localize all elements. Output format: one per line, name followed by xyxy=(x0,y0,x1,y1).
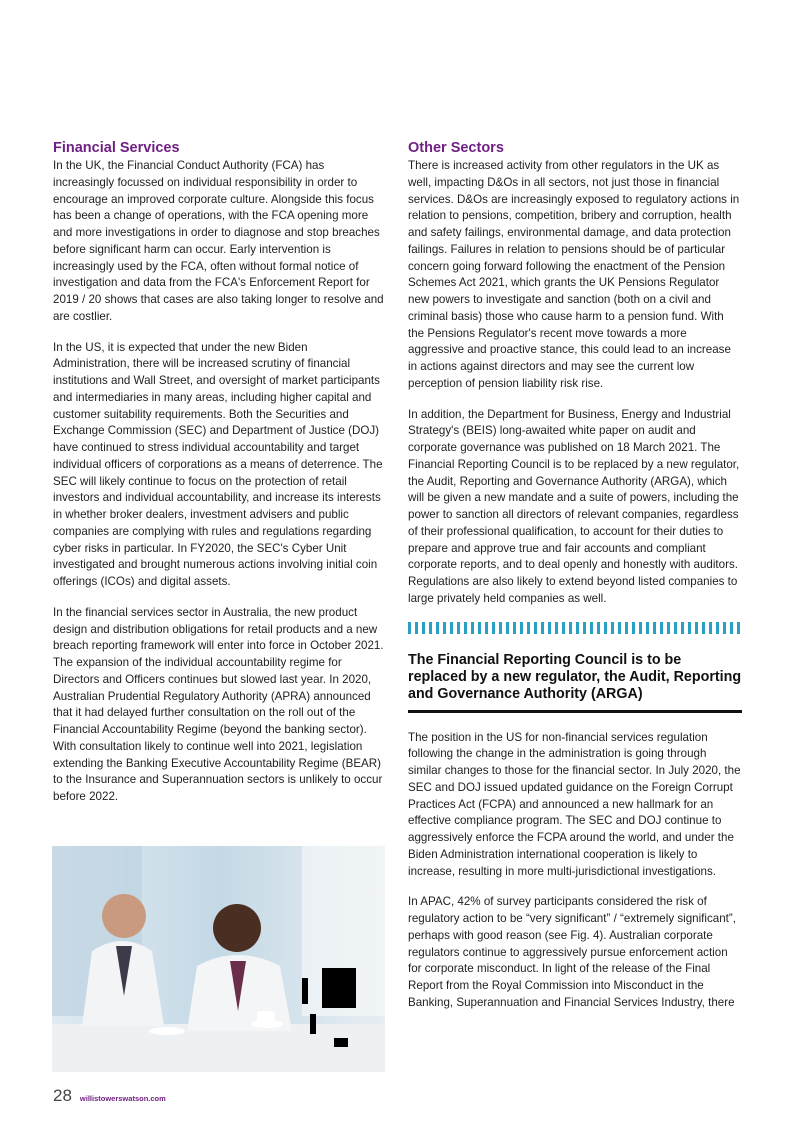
body-paragraph: In addition, the Department for Business, Energy and Industrial Strategy's (BEIS) long-awaited white paper on audit and corporate governance was published on 18 March 2021. The Financial Reporting Council is to be replaced by a new regulator, the Audit, Reporting and Governance Authority (ARGA), which will be given a new mandate and a suite of powers, including the power to sanction all directors of relevant companies, regardless of their professional qualification, to account for their duties to prepare and approve true and fair accounts and compliant corporate reports, and to deal openly and honestly with auditors. Regulations are also likely to extend beyond listed companies to large privately held companies as well. xyxy=(408,407,740,605)
body-paragraph: The position in the US for non-financial services regulation following the change in the administration is going through similar changes to those for the financial sector. In July 2020, the SEC and DOJ issued updated guidance on the Foreign Corrupt Practices Act (FCPA) and announced a new hallmark for an effective compliance program. The SEC and DOJ continue to aggressively enforce the FCPA around the world, and under the Biden Administration international cooperation is likely to increase, resulting in more multi-jurisdictional investigations. xyxy=(408,730,741,878)
page-number: 28 xyxy=(53,1086,72,1105)
decorative-bar-pattern xyxy=(408,622,742,634)
body-paragraph: In the US, it is expected that under the new Biden Administration, there will be increased scrutiny of financial institutions and Wall Street, and oversight of market participants and intermediaries in many areas, including higher capital and customer suitability requirements. Both the Securities and Exchange Commission (SEC) and Department of Justice (DOJ) have continued to stress individual accountability and target individual officers of corporations as a means of deterrence. The SEC will likely continue to focus on the protection of retail investors and individual accountability, and increase its interests in whether broker dealers, investment advisers and public companies are complying with rules and regulations regarding cyber risks in particular. In FY2020, the SEC's Cyber Unit investigated and brought numerous actions involving initial coin offerings (ICOs) and digital assets. xyxy=(53,340,383,588)
left-column xyxy=(53,140,385,820)
page-footer xyxy=(53,1086,166,1106)
body-paragraph: In the financial services sector in Australia, the new product design and distribution obligations for retail products and a new breach reporting framework will enter into force in October 2021. The expansion of the individual accountability regime for Directors and Officers continues but slowed last year. In 2020, Australian Prudential Regulatory Authority (APRA) announced that it had delayed further consultation on the roll out of the Financial Accountability Regime (beyond the banking sector). With consultation likely to continue well into 2021, legislation extending the Banking Executive Accountability Regime (BEAR) to the Insurance and Superannuation sectors is unlikely to occur before 2022. xyxy=(53,605,384,803)
divider xyxy=(408,710,742,713)
financial-services-heading: Financial Services xyxy=(53,140,180,156)
right-column xyxy=(408,140,742,1026)
body-paragraph: In the UK, the Financial Conduct Authority (FCA) has increasingly focussed on individual responsibility in order to encourage an improved corporate culture. Alongside this focus has been a change of operations, with the FCA opening more and more investigations in order to diagnose and stop breaches before significant harm can occur. Early intervention is increasingly used by the FCA, often without formal notice of investigation and data from the FCA's Enforcement Report for 2019 / 20 shows that cases are also taking longer to resolve and are costlier. xyxy=(53,159,384,323)
body-paragraph: In APAC, 42% of survey participants considered the risk of regulatory action to be “very significant” / “extremely significant”, perhaps with good reason (see Fig. 4). Australian corporate regulators continue to aggressively pursue enforcement action for corporate misconduct. In light of the release of the Final Report from the Royal Commission into Misconduct in the Banking, Superannuation and Financial Services Industry, there xyxy=(408,895,736,1009)
meeting-illustration xyxy=(52,846,385,1072)
body-paragraph: There is increased activity from other regulators in the UK as well, impacting D&Os in all sectors, not just those in financial services. D&Os are increasingly exposed to regulatory actions in relation to pensions, competition, bribery and corruption, health and safety failings, environmental damage, and data protection failings. Failures in relation to pensions should be of particular concern going forward following the enactment of the Pension Schemes Act 2021, which grants the UK Pensions Regulator new powers to investigate and sanction (both on a civil and criminal basis) those who cause harm to a pension fund. With the Pensions Regulator's recent move towards a more aggressive and proactive stance, this could lead to an increase in actions against directors and may see the current low perception of pension liability risk rise. xyxy=(408,159,740,390)
website-link[interactable]: willistowerswatson.com xyxy=(79,1094,166,1103)
other-sectors-heading: Other Sectors xyxy=(408,140,504,156)
business-meeting-photo xyxy=(52,846,385,1072)
pull-quote-heading: The Financial Reporting Council is to be replaced by a new regulator, the Audit, Reporting and Governance Authority (ARGA) xyxy=(408,651,742,702)
